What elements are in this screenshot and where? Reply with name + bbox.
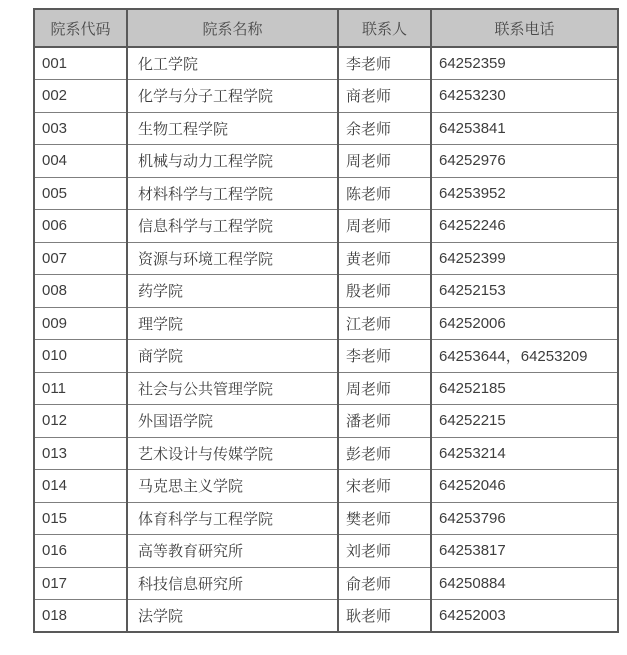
cell-phone: 64252215	[431, 405, 618, 438]
cell-dept-code: 018	[34, 600, 127, 633]
cell-contact: 周老师	[338, 372, 431, 405]
column-header-dept-name: 院系名称	[127, 9, 338, 47]
cell-contact: 彭老师	[338, 437, 431, 470]
cell-phone: 64253644，64253209	[431, 340, 618, 373]
cell-phone: 64252246	[431, 210, 618, 243]
cell-contact: 宋老师	[338, 470, 431, 503]
table-row	[34, 47, 618, 80]
cell-dept-code: 008	[34, 275, 127, 308]
cell-dept-name: 高等教育研究所	[127, 535, 338, 568]
cell-dept-code: 002	[34, 80, 127, 113]
cell-phone: 64253230	[431, 80, 618, 113]
cell-dept-code: 007	[34, 242, 127, 275]
table-row	[34, 112, 618, 145]
cell-dept-code: 006	[34, 210, 127, 243]
cell-dept-name: 科技信息研究所	[127, 567, 338, 600]
cell-phone: 64252976	[431, 145, 618, 178]
cell-dept-name: 机械与动力工程学院	[127, 145, 338, 178]
cell-contact: 周老师	[338, 145, 431, 178]
cell-phone: 64253214	[431, 437, 618, 470]
column-header-contact: 联系人	[338, 9, 431, 47]
cell-phone: 64252003	[431, 600, 618, 633]
cell-dept-name: 马克思主义学院	[127, 470, 338, 503]
cell-phone: 64253841	[431, 112, 618, 145]
cell-contact: 李老师	[338, 47, 431, 80]
department-contact-table	[33, 8, 619, 633]
cell-contact: 殷老师	[338, 275, 431, 308]
table-row	[34, 340, 618, 373]
cell-phone: 64253796	[431, 502, 618, 535]
cell-contact: 俞老师	[338, 567, 431, 600]
cell-phone: 64252399	[431, 242, 618, 275]
cell-dept-code: 013	[34, 437, 127, 470]
cell-dept-code: 012	[34, 405, 127, 438]
table-row	[34, 210, 618, 243]
table-row	[34, 242, 618, 275]
cell-dept-code: 005	[34, 177, 127, 210]
cell-phone: 64252006	[431, 307, 618, 340]
table-row	[34, 275, 618, 308]
table-row	[34, 177, 618, 210]
column-header-dept-code: 院系代码	[34, 9, 127, 47]
cell-phone: 64252046	[431, 470, 618, 503]
cell-contact: 樊老师	[338, 502, 431, 535]
cell-dept-code: 004	[34, 145, 127, 178]
cell-contact: 黄老师	[338, 242, 431, 275]
cell-phone: 64252359	[431, 47, 618, 80]
table-row	[34, 437, 618, 470]
column-header-phone: 联系电话	[431, 9, 618, 47]
table-row	[34, 372, 618, 405]
cell-dept-code: 016	[34, 535, 127, 568]
table-row	[34, 470, 618, 503]
cell-contact: 潘老师	[338, 405, 431, 438]
cell-dept-name: 艺术设计与传媒学院	[127, 437, 338, 470]
cell-phone: 64253952	[431, 177, 618, 210]
cell-phone: 64253817	[431, 535, 618, 568]
cell-dept-name: 理学院	[127, 307, 338, 340]
cell-dept-name: 外国语学院	[127, 405, 338, 438]
table-row	[34, 80, 618, 113]
table-row	[34, 567, 618, 600]
cell-dept-name: 药学院	[127, 275, 338, 308]
cell-contact: 陈老师	[338, 177, 431, 210]
cell-dept-code: 009	[34, 307, 127, 340]
cell-phone: 64252185	[431, 372, 618, 405]
cell-dept-name: 化工学院	[127, 47, 338, 80]
table-row	[34, 502, 618, 535]
table-header	[34, 9, 618, 47]
cell-dept-code: 014	[34, 470, 127, 503]
table-row	[34, 600, 618, 633]
cell-contact: 江老师	[338, 307, 431, 340]
table-row	[34, 535, 618, 568]
cell-dept-name: 化学与分子工程学院	[127, 80, 338, 113]
cell-dept-code: 003	[34, 112, 127, 145]
cell-dept-name: 法学院	[127, 600, 338, 633]
table-row	[34, 145, 618, 178]
table-row	[34, 405, 618, 438]
table-row	[34, 307, 618, 340]
table-body	[34, 47, 618, 632]
cell-dept-code: 015	[34, 502, 127, 535]
cell-dept-code: 017	[34, 567, 127, 600]
cell-contact: 周老师	[338, 210, 431, 243]
cell-dept-name: 体育科学与工程学院	[127, 502, 338, 535]
cell-contact: 耿老师	[338, 600, 431, 633]
cell-dept-name: 生物工程学院	[127, 112, 338, 145]
cell-dept-code: 001	[34, 47, 127, 80]
cell-dept-code: 010	[34, 340, 127, 373]
cell-dept-name: 信息科学与工程学院	[127, 210, 338, 243]
cell-phone: 64250884	[431, 567, 618, 600]
cell-dept-code: 011	[34, 372, 127, 405]
cell-contact: 李老师	[338, 340, 431, 373]
cell-dept-name: 材料科学与工程学院	[127, 177, 338, 210]
cell-dept-name: 社会与公共管理学院	[127, 372, 338, 405]
cell-phone: 64252153	[431, 275, 618, 308]
cell-dept-name: 商学院	[127, 340, 338, 373]
cell-contact: 商老师	[338, 80, 431, 113]
cell-contact: 余老师	[338, 112, 431, 145]
cell-dept-name: 资源与环境工程学院	[127, 242, 338, 275]
cell-contact: 刘老师	[338, 535, 431, 568]
header-row	[34, 9, 618, 47]
